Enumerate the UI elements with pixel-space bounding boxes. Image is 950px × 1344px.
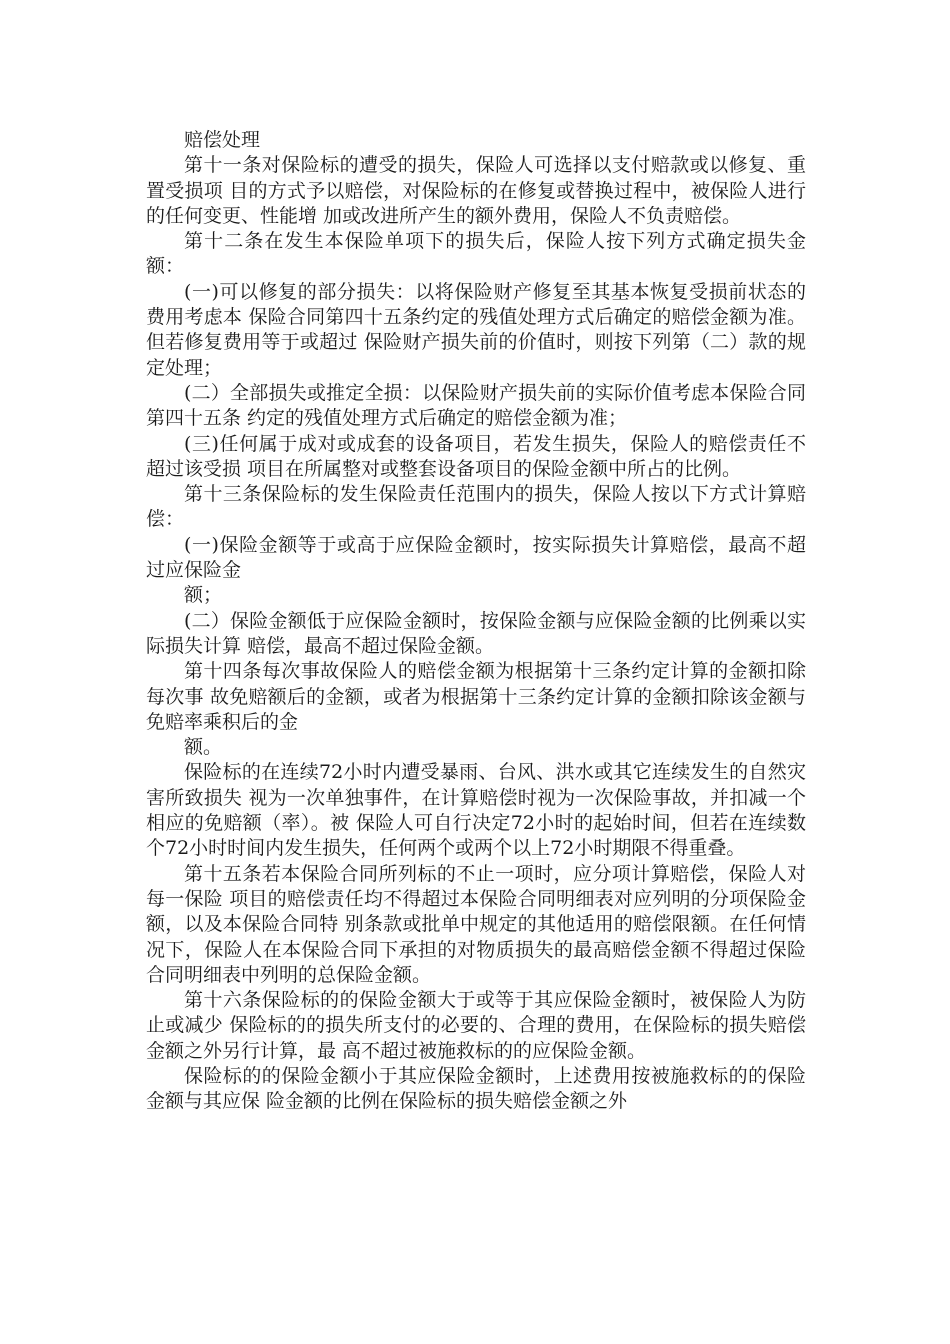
article-12-item-2: (二）全部损失或推定全损：以保险财产损失前的实际价值考虑本保险合同第四十五条 约定的残值处理方式后确定的赔偿金额为准； <box>146 381 806 430</box>
article-16-paragraph: 第十六条保险标的的保险金额大于或等于其应保险金额时，被保险人为防止或减少 保险标的的损失所支付的必要的、合理的费用，在保险标的损失赔偿金额之外另行计算，最 高不超过被施救标的的应保险金额。 <box>146 989 806 1062</box>
article-14-paragraph: 第十四条每次事故保险人的赔偿金额为根据第十三条约定计算的金额扣除每次事 故免赔额后的金额，或者为根据第十三条约定计算的金额扣除该金额与免赔率乘积后的金 <box>146 660 806 733</box>
document-body <box>146 128 806 1115</box>
article-15-paragraph: 第十五条若本保险合同所列标的不止一项时，应分项计算赔偿，保险人对每一保险 项目的赔偿责任均不得超过本保险合同明细表对应列明的分项保险金额，以及本保险合同特 别条款或批单中规定的其他适用的赔偿限额。在任何情况下，保险人在本保险合同下承担的对物质损失的最高赔偿金额不得超过保险合同明细表中列明的总保险金额。 <box>146 862 806 986</box>
article-12-item-3: (三)任何属于成对或成套的设备项目，若发生损失，保险人的赔偿责任不超过该受损 项目在所属整对或整套设备项目的保险金额中所占的比例。 <box>146 432 806 480</box>
article-13-paragraph: 第十三条保险标的发生保险责任范围内的损失，保险人按以下方式计算赔偿： <box>146 483 806 531</box>
article-13-item-1: (一)保险金额等于或高于应保险金额时，按实际损失计算赔偿，最高不超过应保险金 <box>146 533 806 582</box>
article-13-item-2: (二）保险金额低于应保险金额时，按保险金额与应保险金额的比例乘以实际损失计算 赔偿，最高不超过保险金额。 <box>146 609 806 657</box>
article-12-paragraph: 第十二条在发生本保险单项下的损失后，保险人按下列方式确定损失金额： <box>146 230 806 278</box>
article-13-item-1-continued: 额； <box>184 584 223 607</box>
article-14-continued: 额。 <box>184 736 223 759</box>
article-12-item-1: (一)可以修复的部分损失：以将保险财产修复至其基本恢复受损前状态的费用考虑本 保险合同第四十五条约定的残值处理方式后确定的赔偿金额为准。但若修复费用等于或超过 保险财产损失前的价值时，则按下列第（二）款的规定处理； <box>146 280 806 379</box>
rescue-cost-paragraph: 保险标的的保险金额小于其应保险金额时，上述费用按被施救标的的保险金额与其应保 险金额的比例在保险标的损失赔偿金额之外 <box>146 1064 806 1113</box>
continuous-72-hours-paragraph: 保险标的在连续72小时内遭受暴雨、台风、洪水或其它连续发生的自然灾害所致损失 视为一次单独事件，在计算赔偿时视为一次保险事故，并扣减一个相应的免赔额（率）。被 保险人可自行决定72小时的起始时间，但若在连续数个72小时时间内发生损失，任何两个或两个以上72小时期限不得重叠。 <box>146 761 806 860</box>
article-11-paragraph: 第十一条对保险标的遭受的损失，保险人可选择以支付赔款或以修复、重置受损项 目的方式予以赔偿，对保险标的在修复或替换过程中，被保险人进行的任何变更、性能增 加或改进所产生的额外费用，保险人不负责赔偿。 <box>146 154 806 227</box>
section-heading: 赔偿处理 <box>184 129 261 151</box>
